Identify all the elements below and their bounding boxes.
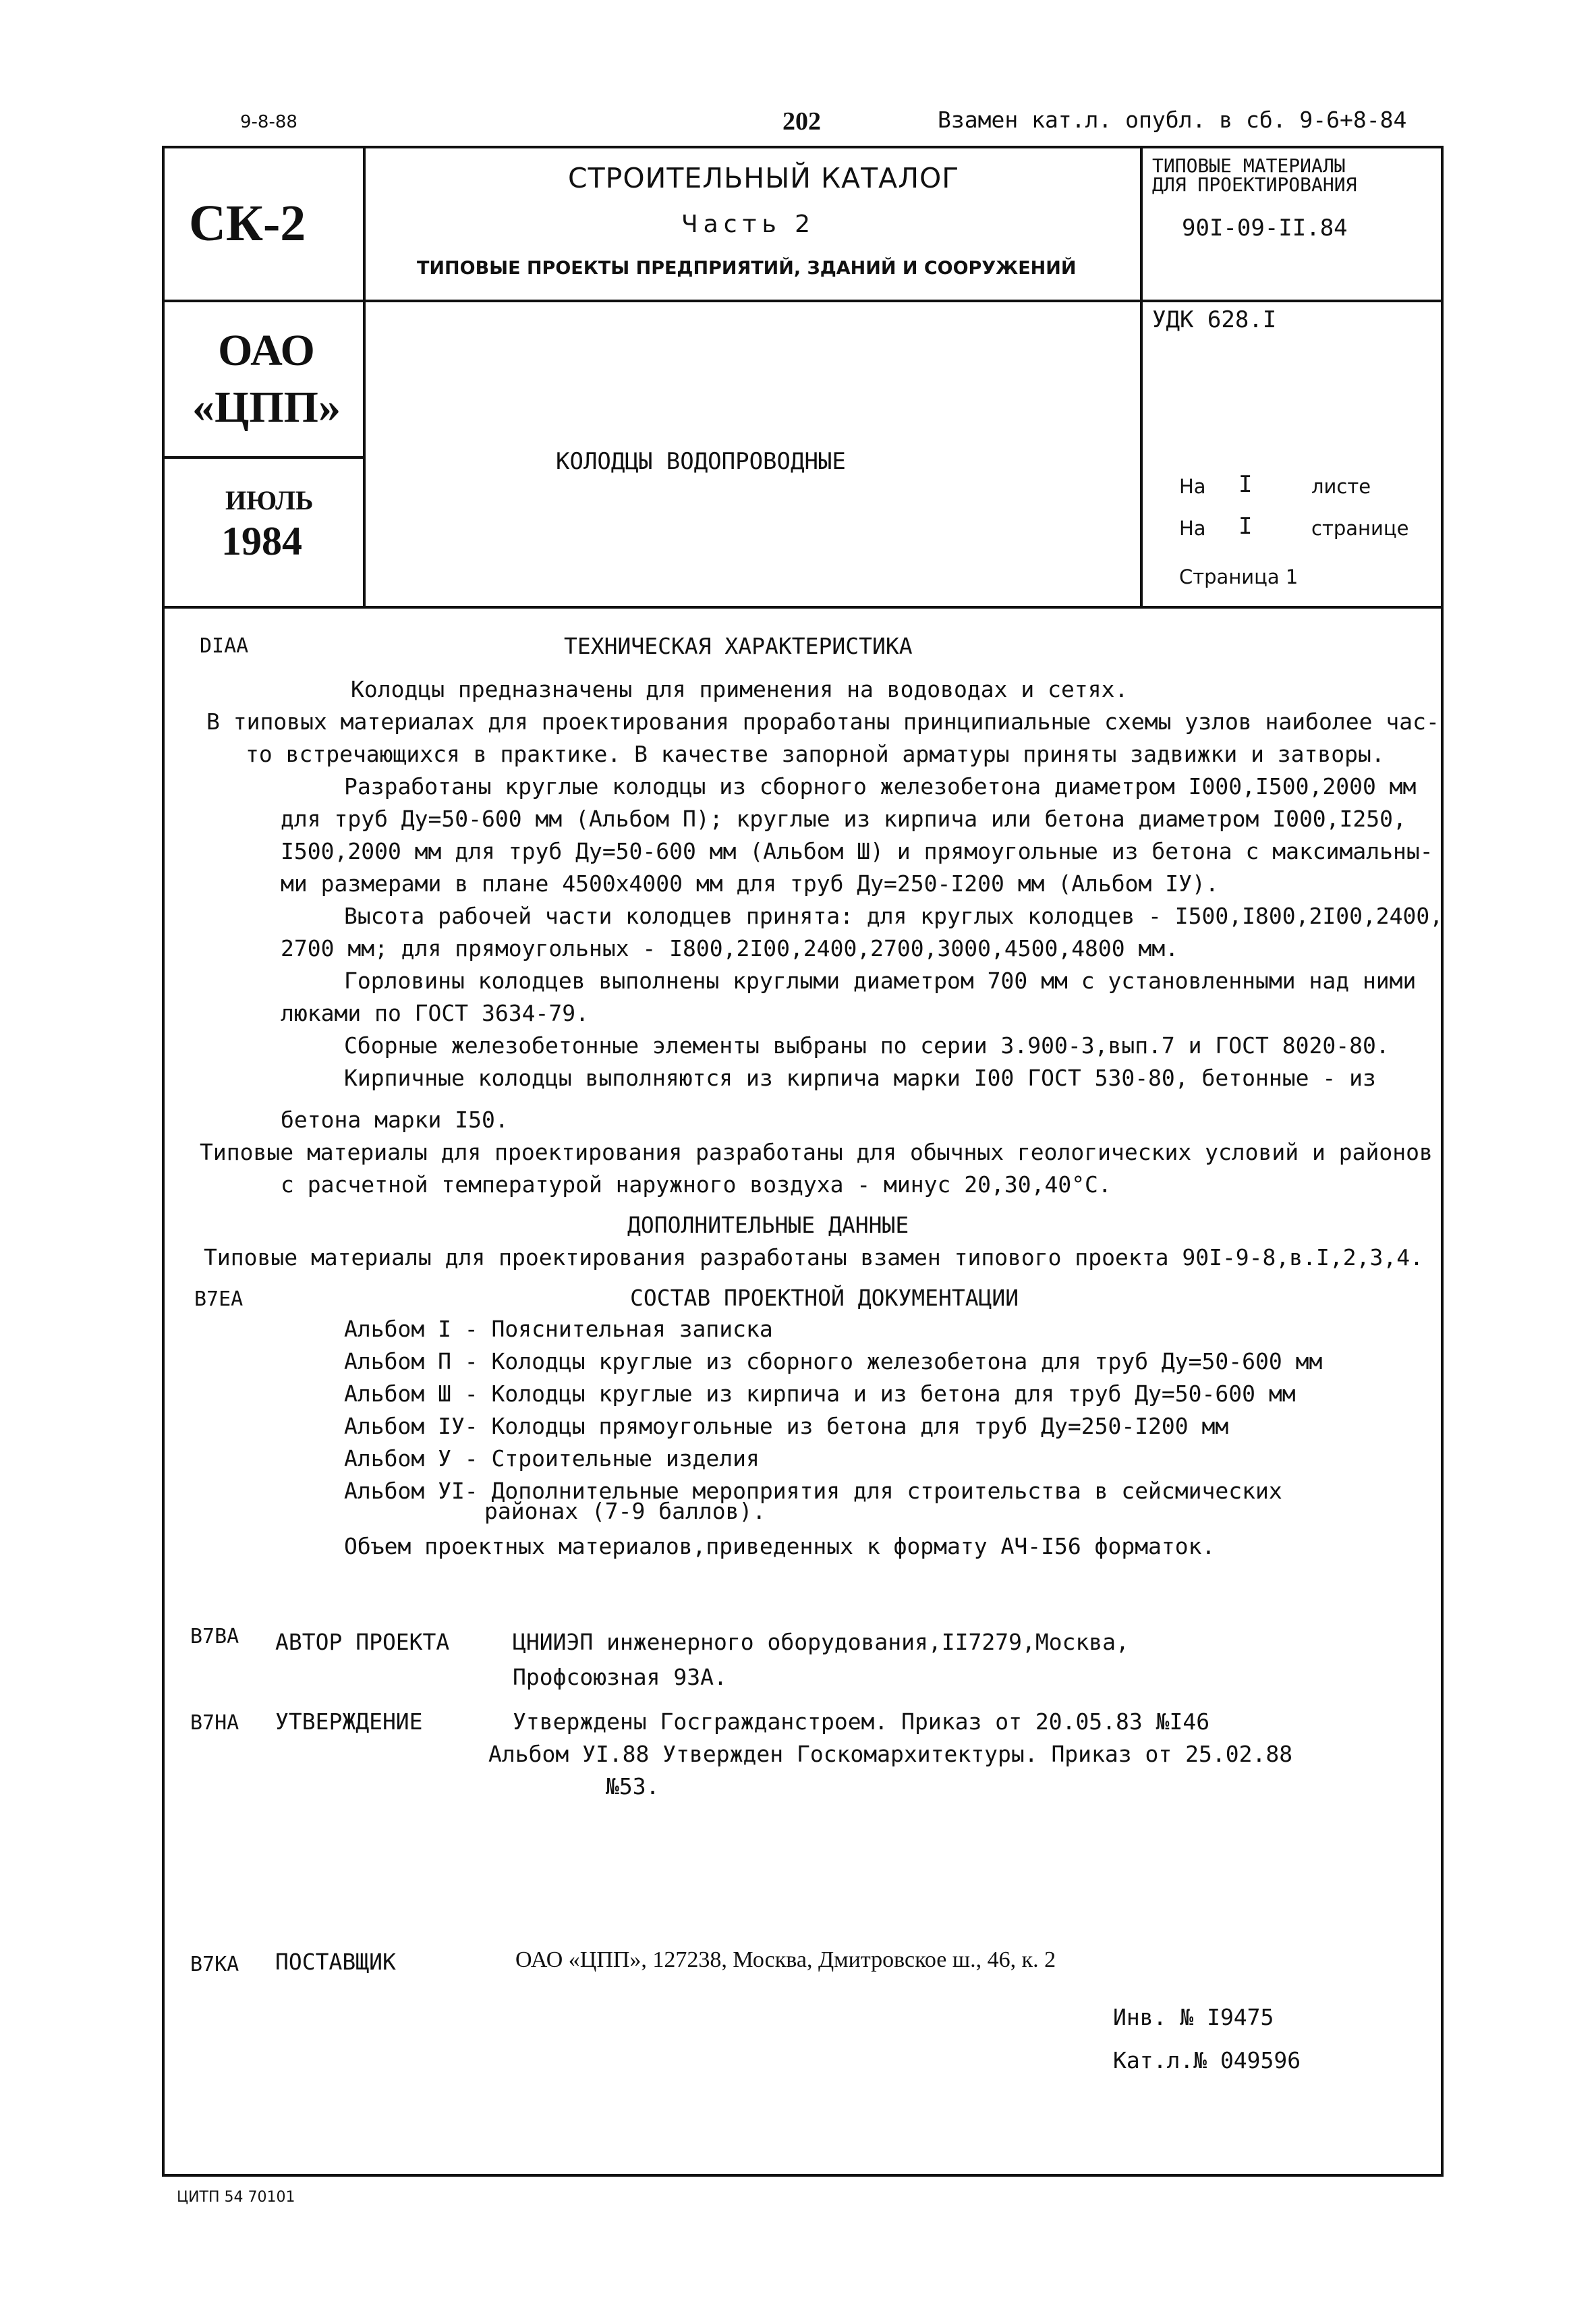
tech-line-15: с расчетной температурой наружного воздуха - минус 20,30,40°С. [281, 1171, 1112, 1198]
tech-line-6: ми размерами в плане 4500х4000 мм для труб Ду=250-I200 мм (Альбом IУ). [281, 870, 1219, 897]
tech-line-7: Высота рабочей части колодцев принята: для круглых колодцев - I500,I800,2I00,2400, [344, 903, 1444, 929]
tech-line-9: Горловины колодцев выполнены круглыми диаметром 700 мм с установленными над ними [344, 968, 1417, 994]
header-divider-right [1140, 146, 1143, 607]
approval-line3: №53. [606, 1773, 660, 1800]
replaces-note: Взамен кат.л. опубл. в сб. 9-6+8-84 [938, 107, 1407, 133]
tech-line-13: бетона марки I50. [281, 1107, 509, 1133]
tech-line-4: для труб Ду=50-600 мм (Альбом П); круглые из кирпича или бетона диаметром I000,I250, [281, 806, 1406, 832]
album-item: Альбом УI- Дополнительные мероприятия для строительства в сейсмических [344, 1478, 1282, 1504]
album-item: районах (7-9 баллов). [484, 1498, 766, 1524]
album-item: Альбом У - Строительные изделия [344, 1445, 760, 1472]
header-row-divider-1 [162, 300, 1444, 302]
page-label: странице [1311, 517, 1409, 540]
tech-line-8: 2700 мм; для прямоугольных - I800,2I00,2400,2700,3000,4500,4800 мм. [281, 935, 1179, 962]
footer-code: ЦИТП 54 70101 [177, 2189, 295, 2206]
extra-line: Типовые материалы для проектирования разработаны взамен типового проекта 90I-9-8,в.I,2,3,4. [204, 1244, 1423, 1271]
composition-title: СОСТАВ ПРОЕКТНОЙ ДОКУМЕНТАЦИИ [630, 1285, 1019, 1311]
author-code: B7BA [190, 1625, 239, 1648]
org-name [175, 323, 358, 436]
product-title: КОЛОДЦЫ ВОДОПРОВОДНЫЕ [556, 448, 846, 475]
page-count: I [1238, 513, 1253, 540]
tech-line-0: Колодцы предназначены для применения на водоводах и сетях. [351, 676, 1129, 702]
header-bottom-divider [162, 606, 1444, 609]
sheet-label: листе [1311, 475, 1371, 498]
approval-code: B7HA [190, 1711, 239, 1735]
header-divider-left [363, 146, 366, 607]
tech-title: ТЕХНИЧЕСКАЯ ХАРАКТЕРИСТИКА [564, 633, 913, 659]
material-type-line1: ТИПОВЫЕ МАТЕРИАЛЫ [1152, 155, 1346, 177]
material-type [1152, 157, 1357, 194]
album-item: Альбом I - Пояснительная записка [344, 1316, 773, 1342]
page-number: 202 [782, 107, 821, 136]
catalog-sheet-number: Кат.л.№ 049596 [1113, 2047, 1301, 2073]
tech-line-14: Типовые материалы для проектирования разработаны для обычных геологических условий и районов [200, 1139, 1433, 1165]
issue-year: 1984 [221, 519, 302, 563]
author-line2: Профсоюзная 93А. [513, 1664, 727, 1690]
supplier-text: ОАО «ЦПП», 127238, Москва, Дмитровское ш., 46, к. 2 [515, 1947, 1056, 1972]
project-number: 90I-09-II.84 [1182, 215, 1348, 242]
tech-line-10: люками по ГОСТ 3634-79. [281, 1000, 589, 1026]
tech-line-5: I500,2000 мм для труб Ду=50-600 мм (Альбом Ш) и прямоугольные из бетона с максимальны- [281, 838, 1433, 864]
supplier-code: B7KA [190, 1953, 239, 1976]
composition-volume: Объем проектных материалов,приведенных к формату АЧ-I56 форматок. [344, 1533, 1216, 1559]
header-row-divider-2 [162, 456, 364, 459]
date-code: 9-8-88 [240, 112, 297, 132]
extra-title: ДОПОЛНИТЕЛЬНЫЕ ДАННЫЕ [627, 1212, 909, 1238]
catalog-subtitle: ТИПОВЫЕ ПРОЕКТЫ ПРЕДПРИЯТИЙ, ЗДАНИЙ И СООРУЖЕНИЙ [417, 258, 1077, 279]
approval-label: УТВЕРЖДЕНИЕ [275, 1708, 423, 1735]
issue-month: ИЮЛЬ [225, 485, 314, 515]
tech-line-12: Кирпичные колодцы выполняются из кирпича марки I00 ГОСТ 530-80, бетонные - из [344, 1065, 1376, 1091]
tech-line-11: Сборные железобетонные элементы выбраны по серии 3.900-3,вып.7 и ГОСТ 8020-80. [344, 1032, 1390, 1059]
composition-code: B7EA [194, 1287, 244, 1311]
supplier-label: ПОСТАВЩИК [275, 1949, 396, 1975]
approval-line2: Альбом УI.88 Утвержден Госкомархитектуры. Приказ от 25.02.88 [488, 1741, 1293, 1767]
catalog-part: Часть 2 [681, 211, 816, 238]
author-label: АВТОР ПРОЕКТА [275, 1629, 450, 1655]
tech-code: DIAA [200, 634, 249, 658]
sheet-label-on: На [1179, 475, 1206, 498]
album-item: Альбом П - Колодцы круглые из сборного железобетона для труб Ду=50-600 мм [344, 1348, 1323, 1374]
album-item: Альбом IУ- Колодцы прямоугольные из бетона для труб Ду=250-I200 мм [344, 1413, 1229, 1439]
material-type-line2: ДЛЯ ПРОЕКТИРОВАНИЯ [1152, 173, 1357, 196]
author-line1: ЦНИИЭП инженерного оборудования,II7279,Москва, [513, 1629, 1129, 1655]
tech-line-2: то встречающихся в практике. В качестве запорной арматуры приняты задвижки и затворы. [246, 741, 1385, 767]
org-name-text: ОАО «ЦПП» [192, 326, 341, 432]
album-item: Альбом Ш - Колодцы круглые из кирпича и из бетона для труб Ду=50-600 мм [344, 1381, 1296, 1407]
udk-code: УДК 628.I [1152, 306, 1277, 333]
inventory-number: Инв. № I9475 [1113, 2004, 1274, 2030]
page-ref: Страница 1 [1179, 565, 1299, 588]
page-label-on: На [1179, 517, 1206, 540]
sheet-count: I [1238, 471, 1253, 498]
tech-line-3: Разработаны круглые колодцы из сборного железобетона диаметром I000,I500,2000 мм [344, 773, 1417, 800]
catalog-title: СТРОИТЕЛЬНЫЙ КАТАЛОГ [568, 162, 960, 194]
tech-line-1: В типовых материалах для проектирования проработаны принципиальные схемы узлов наиболее час- [206, 708, 1440, 735]
approval-line1: Утверждены Госгражданстроем. Приказ от 20.05.83 №I46 [513, 1708, 1210, 1735]
catalog-code: СК-2 [189, 195, 306, 252]
